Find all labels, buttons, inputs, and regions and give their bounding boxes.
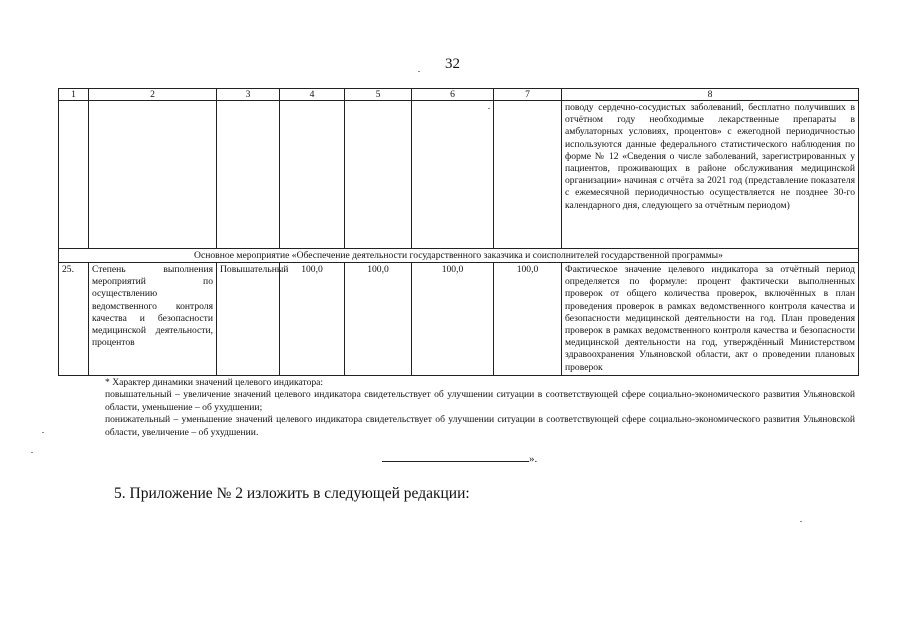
- empty-cell: [217, 101, 280, 249]
- method-text-cell: Фактическое значение целевого индикатора за отчётный период определяется по формуле: процент фактически выполненных проверок от общего количества проверок, включённых в план проведения проверок в рамках ведомственного контроля качества и безопасности медицинской деятельности на год. План проведения проверок в рамках ведомственного контроля качества и безопасности медицинской деятельности на год, утверждённый Министерством здравоохранения Ульяновской области, акт о проведении плановых проверок: [562, 263, 859, 376]
- table-row-continued: [59, 101, 859, 249]
- header-cell: 6: [412, 89, 494, 101]
- scan-speck: [418, 71, 420, 72]
- section-row: [59, 249, 859, 263]
- indicator-name: Степень выполнения мероприятий по осуществлению ведомственного контроля качества и безопасности медицинской деятельности, процентов: [89, 263, 217, 376]
- empty-cell: [345, 101, 412, 249]
- header-cell: 4: [280, 89, 345, 101]
- section-title: Основное мероприятие «Обеспечение деятельности государственного заказчика и соисполнителей государственной программы»: [59, 249, 859, 263]
- header-cell: 7: [494, 89, 562, 101]
- header-cell: 8: [562, 89, 859, 101]
- table-row: [59, 263, 859, 376]
- footnote-decreasing: понижательный – уменьшение значений целевого индикатора свидетельствует об улучшении ситуации в соответствующей сфере социально-экономического развития Ульяновской области, увеличение – об ухудшении.: [105, 414, 855, 438]
- row-number: 25.: [59, 263, 89, 376]
- scan-speck: [800, 521, 802, 522]
- header-cell: 1: [59, 89, 89, 101]
- header-cell: 3: [217, 89, 280, 101]
- value-cell: 100,0: [412, 263, 494, 376]
- empty-cell: [412, 101, 494, 249]
- page-number: 32: [445, 56, 460, 72]
- scan-speck: [42, 432, 44, 433]
- table-header-row: [59, 89, 859, 101]
- header-cell: 5: [345, 89, 412, 101]
- footnote-increasing: повышательный – увеличение значений целевого индикатора свидетельствует об улучшении ситуации в соответствующей сфере социально-экономического развития Ульяновской области, уменьшение – об ухудшении;: [105, 389, 855, 413]
- empty-cell: [89, 101, 217, 249]
- signature-rule: [382, 452, 529, 462]
- instruction-heading: 5. Приложение № 2 изложить в следующей редакции:: [114, 485, 470, 502]
- footnote-title: * Характер динамики значений целевого индикатора:: [105, 377, 324, 388]
- header-cell: 2: [89, 89, 217, 101]
- value-cell: 100,0: [280, 263, 345, 376]
- closing-line: [382, 452, 537, 465]
- footnotes: [105, 377, 855, 439]
- value-cell: 100,0: [494, 263, 562, 376]
- method-text-cell: поводу сердечно-сосудистых заболеваний, бесплатно получивших в отчётном году необходимые лекарственные препараты в амбулаторных условиях, процентов» с ежегодной периодичностью используются данные федерального статистического наблюдения по форме № 12 «Сведения о числе заболеваний, зарегистрированных у пациентов, проживающих в районе обслуживания медицинской организации» начиная с отчёта за 2021 год (представление показателя с ежемесячной периодичностью осуществляется не позднее 30-го календарного дня, следующего за отчётным периодом): [562, 101, 859, 249]
- scan-speck: [488, 108, 490, 109]
- dynamics-type: Повышательный: [217, 263, 280, 376]
- value-cell: 100,0: [345, 263, 412, 376]
- closing-mark: ».: [529, 453, 538, 465]
- empty-cell: [494, 101, 562, 249]
- indicator-table: [58, 88, 859, 376]
- empty-cell: [280, 101, 345, 249]
- empty-cell: [59, 101, 89, 249]
- scan-speck: [31, 452, 33, 453]
